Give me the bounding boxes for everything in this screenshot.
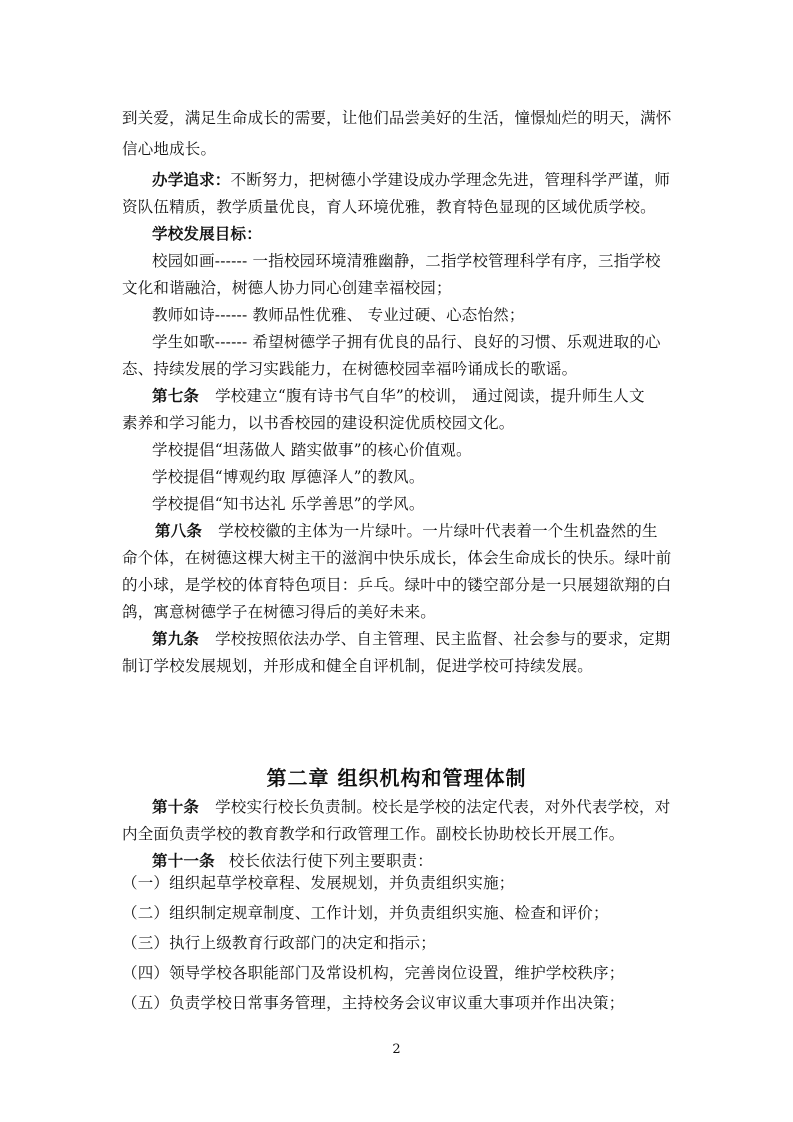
text-line: 命个体，在树德这棵大树主干的滋润中快乐成长，体会生命成长的快乐。绿叶前 <box>122 549 672 567</box>
text-line: 素养和学习能力，以书香校园的建设积淀优质校园文化。 <box>122 414 515 432</box>
text-line: 文化和谐融洽，树德人协力同心创建幸福校园； <box>122 279 452 297</box>
list-item: （五）负责学校日常事务管理，主持校务会议审议重大事项并作出决策； <box>122 994 625 1012</box>
text-line: 内全面负责学校的教育教学和行政管理工作。副校长协助校长开展工作。 <box>122 825 625 843</box>
article-11: 第十一条 校长依法行使下列主要职责： <box>152 851 433 870</box>
text-line: 学校提倡“博观约取 厚德泽人”的教风。 <box>152 468 425 486</box>
text-line: 学校提倡“知书达礼 乐学善思”的学风。 <box>152 495 425 513</box>
text-line: 办学追求：不断努力，把树德小学建设成办学理念先进，管理科学严谨，师 <box>152 170 671 189</box>
page-number: 2 <box>392 1042 401 1057</box>
list-item: （二）组织制定规章制度、工作计划，并负责组织实施、检查和评价； <box>122 904 609 922</box>
text-line: 鸽，寓意树德学子在树德习得后的美好未来。 <box>122 603 437 621</box>
list-item: （三）执行上级教育行政部门的决定和指示； <box>122 934 437 952</box>
article-8: 第八条 学校校徽的主体为一片绿叶。一片绿叶代表着一个生机盎然的生 <box>155 521 658 540</box>
article-9: 第九条 学校按照依法办学、自主管理、民主监督、社会参与的要求，定期 <box>152 629 671 648</box>
text-line: 信心地成长。 <box>122 140 217 158</box>
text-line: 资队伍精质，教学质量优良，育人环境优雅，教育特色显现的区域优质学校。 <box>122 198 656 216</box>
text-line: 的小球，是学校的体育特色项目：乒乓。绿叶中的镂空部分是一只展翅欲翔的白 <box>122 576 672 594</box>
text-line: 校园如画------ 一指校园环境清雅幽静，二指学校管理科学有序，三指学校 <box>152 252 661 270</box>
list-item: （一）组织起草学校章程、发展规划，并负责组织实施； <box>122 874 515 892</box>
article-10: 第十条 学校实行校长负责制。校长是学校的法定代表，对外代表学校，对 <box>152 797 671 816</box>
text-line: 学校发展目标： <box>152 224 262 243</box>
chapter-title: 第二章 组织机构和管理体制 <box>266 766 527 790</box>
article-7: 第七条 学校建立“腹有诗书气自华”的校训， 通过阅读，提升师生人文 <box>152 386 645 405</box>
text-line: 教师如诗------ 教师品性优雅、 专业过硬、心态怡然； <box>152 306 525 324</box>
text-line: 学校提倡“坦荡做人 踏实做事”的核心价值观。 <box>152 441 472 459</box>
text-line: 学生如歌------ 希望树德学子拥有优良的品行、良好的习惯、乐观进取的心 <box>152 333 661 351</box>
list-item: （四）领导学校各职能部门及常设机构，完善岗位设置，维护学校秩序； <box>122 964 625 982</box>
text-line: 到关爱，满足生命成长的需要，让他们品尝美好的生活，憧憬灿烂的明天，满怀 <box>122 109 672 127</box>
text-line: 态、持续发展的学习实践能力，在树德校园幸福吟诵成长的歌谣。 <box>122 360 578 378</box>
text-line: 制订学校发展规划，并形成和健全自评机制，促进学校可持续发展。 <box>122 657 594 675</box>
